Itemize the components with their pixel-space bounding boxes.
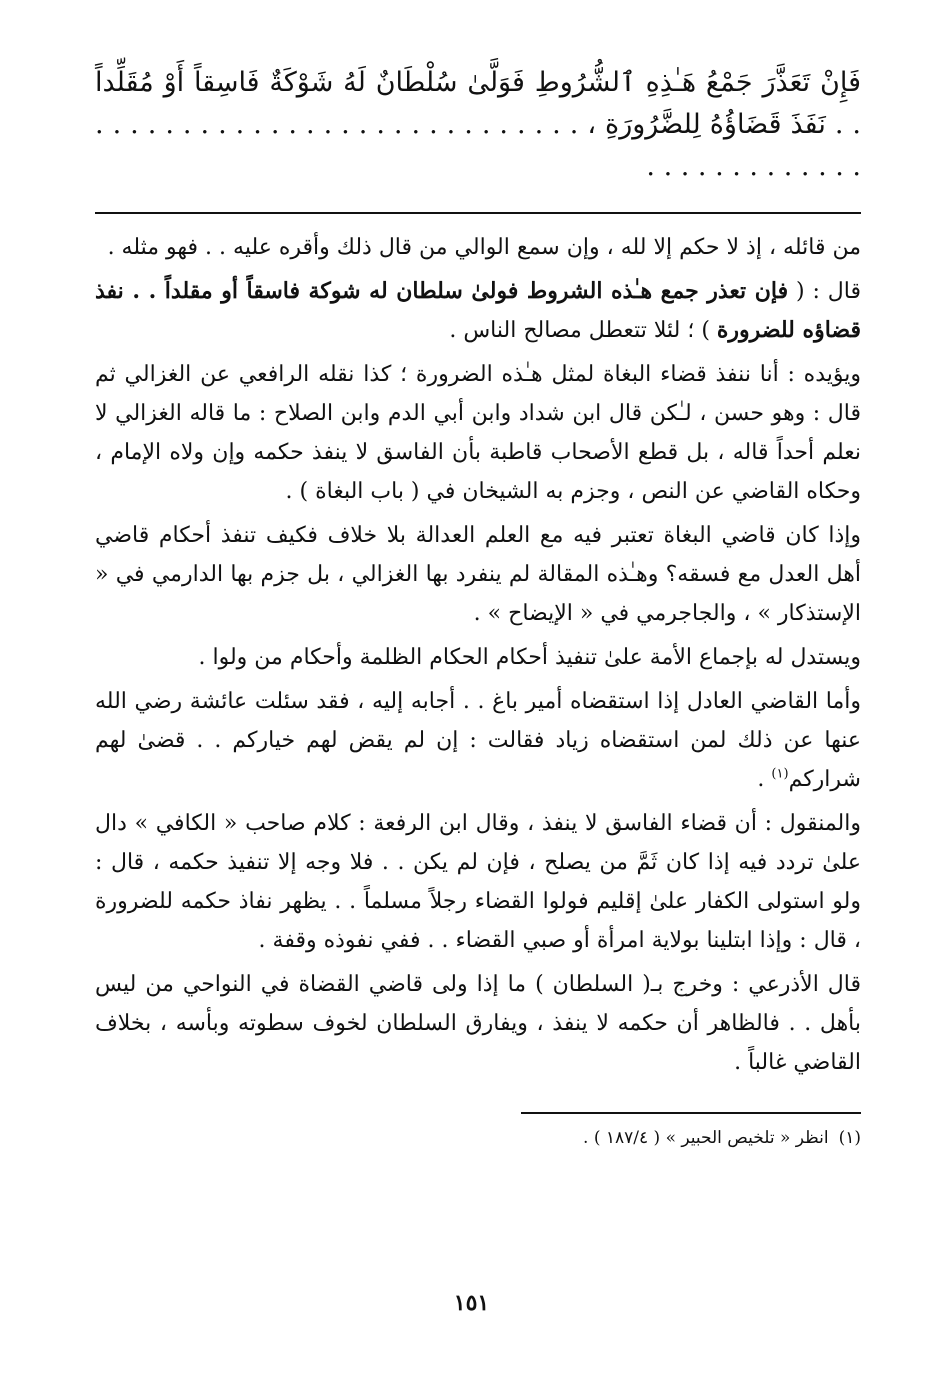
matn-separator-rule	[95, 212, 861, 214]
commentary-paragraph-2	[95, 272, 861, 350]
commentary-paragraph-8: قال الأذرعي : وخرج بـ( السلطان ) ما إذا ولى قاضي القضاة في النواحي من ليس بأهل . . فالظاهر أن حكمه لا ينفذ ، ويفارق السلطان لخوف سطوته وبأسه ، بخلاف القاضي غالباً .	[95, 972, 862, 1075]
quote-outro: ) ؛ لئلا تتعطل مصالح الناس .	[449, 318, 717, 343]
commentary-paragraph-5: ويستدل له بإجماع الأمة علىٰ تنفيذ أحكام الحكام الظلمة وأحكام من ولوا .	[198, 645, 861, 670]
footnote-text: انظر « تلخيص الحبير » ( ١٨٧/٤ ) .	[583, 1128, 829, 1148]
commentary-paragraph-3: ويؤيده : أنا ننفذ قضاء البغاة لمثل هـٰذه الضرورة ؛ كذا نقله الرافعي عن الغزالي ثم قال : وهو حسن ، لـٰكن قال ابن شداد وابن أبي الدم وابن الصلاح : ما قاله الغزالي لا نعلم أحداً قاله ، بل قطع الأصحاب قاطبة بأن الفاسق لا ينفذ حكمه وإن ولاه الإمام ، وحكاه القاضي عن النص ، وجزم به الشيخان في ( باب البغاة ) .	[95, 362, 861, 504]
matn-dots: . . . . . . . . . . . . . . . . . . . . . . . . . . . . . . . . . . . . . . . . .	[95, 109, 861, 182]
footnote-reference[interactable]: (١)	[771, 766, 789, 782]
matn-line: فَإِنْ تَعَذَّرَ جَمْعُ هَـٰذِهِ ٱلشُّرُوطِ فَوَلَّىٰ سُلْطَانٌ لَهُ شَوْكَةٌ فَاسِقاً أَوْ مُقَلِّداً . . نَفَذَ قَضَاؤُهُ لِلضَّرُورَةِ ،	[95, 67, 862, 140]
footnote	[95, 1124, 861, 1152]
paragraph-6-text: وأما القاضي العادل إذا استقضاه أمير باغ . . أجابه إليه ، فقد سئلت عائشة رضي الله عنها عن ذلك لمن استقضاه زياد فقالت : إن لم يقض لهم خياركم . . قضىٰ لهم شراركم	[95, 689, 861, 792]
commentary	[95, 228, 861, 1082]
page-number: ١٥١	[453, 1290, 490, 1316]
commentary-paragraph-4: وإذا كان قاضي البغاة تعتبر فيه مع العلم العدالة بلا خلاف فكيف تنفذ أحكام قاضي أهل العدل مع فسقه؟ وهـٰذه المقالة لم ينفرد بها الغزالي ، بل جزم بها الدارمي في « الإستذكار » ، والجاجرمي في « الإيضاح » .	[95, 523, 861, 626]
matn-text	[95, 62, 861, 188]
footnote-number: (١)	[838, 1128, 861, 1148]
book-page	[95, 62, 861, 1379]
footnote-separator-rule	[521, 1112, 861, 1114]
quote-intro: قال : (	[788, 279, 861, 304]
commentary-paragraph-1: من قائله ، إذ لا حكم إلا لله ، وإن سمع الوالي من قال ذلك وأقره عليه . . فهو مثله .	[107, 235, 861, 260]
paragraph-6-end: .	[757, 767, 772, 792]
quoted-matn: فإن تعذر جمع هـٰذه الشروط فولىٰ سلطان له شوكة فاسقاً أو مقلداً . . نفذ قضاؤه للضرورة	[95, 278, 861, 343]
commentary-paragraph-6	[95, 682, 861, 799]
commentary-paragraph-7: والمنقول : أن قضاء الفاسق لا ينفذ ، وقال ابن الرفعة : كلام صاحب « الكافي » دال علىٰ تردد فيه إذا كان ثَمَّ من يصلح ، فإن لم يكن . . فلا وجه إلا تنفيذ حكمه ، قال : ولو استولى الكفار علىٰ إقليم فولوا القضاء رجلاً مسلماً . . يظهر نفاذ حكمه للضرورة ، قال : وإذا ابتلينا بولاية امرأة أو صبي القضاء . . ففي نفوذه وقفة .	[95, 811, 861, 953]
